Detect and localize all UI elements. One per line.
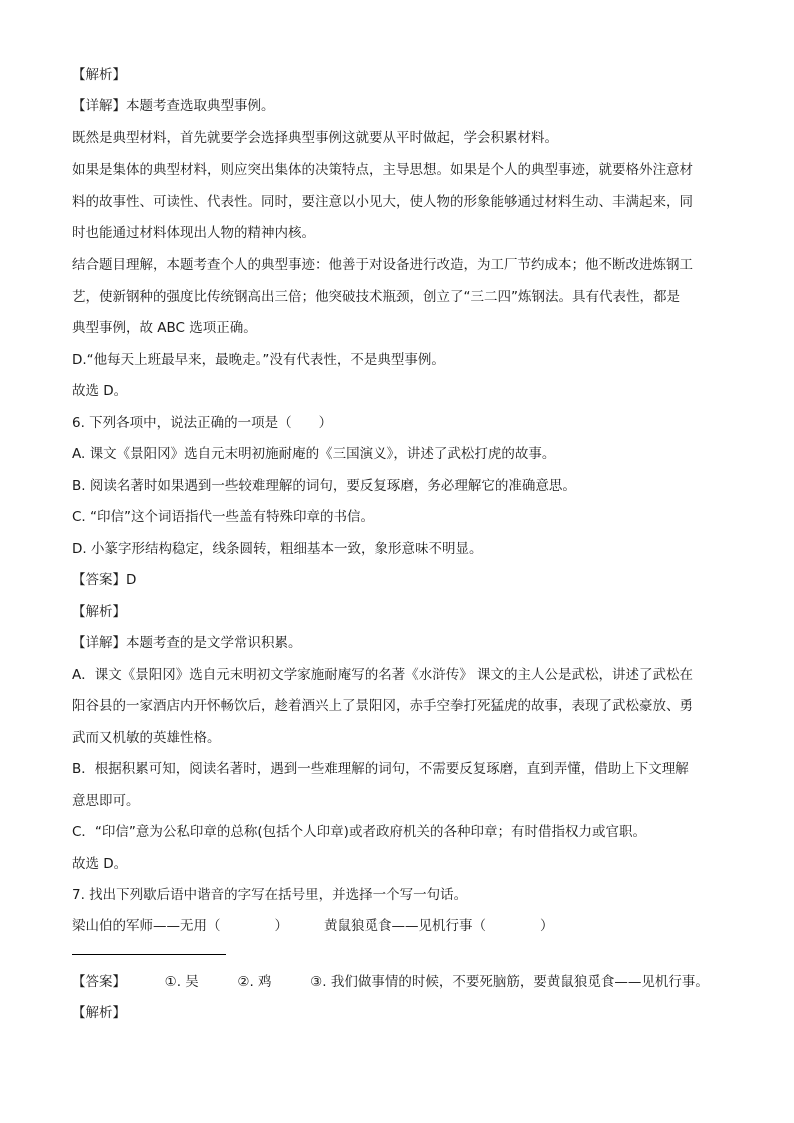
body-line: A．课文《景阳冈》选自元末明初文学家施耐庵写的名著《水浒传》 课文的主人公是武松，讲述了武松在	[72, 667, 694, 683]
analysis-heading: 【解析】	[72, 1005, 126, 1021]
idiom-1: 梁山伯的军师——无用（ ）	[72, 918, 288, 934]
body-line: 故选 D。	[72, 383, 128, 399]
section-divider	[72, 954, 226, 955]
body-line: 时也能通过材料体现出人物的精神内核。	[72, 225, 315, 241]
option-b: B. 阅读名著时如果遇到一些较难理解的词句，要反复琢磨，务必理解它的准确意思。	[72, 478, 576, 494]
answer-2: ②. 鸡	[237, 974, 272, 990]
analysis-heading: 【解析】	[72, 67, 126, 83]
detail-line: 【详解】本题考查的是文学常识积累。	[72, 635, 302, 651]
detail-line: 【详解】本题考查选取典型事例。	[72, 98, 275, 114]
body-line: 阳谷县的一家酒店内开怀畅饮后，趁着酒兴上了景阳冈，赤手空拳打死猛虎的故事，表现了武松豪放、勇	[72, 698, 693, 714]
answer-line: 【答案】D	[72, 572, 137, 588]
analysis-heading: 【解析】	[72, 604, 126, 620]
option-d: D. 小篆字形结构稳定，线条圆转，粗细基本一致，象形意味不明显。	[72, 541, 483, 557]
body-line: 武而又机敏的英雄性格。	[72, 730, 221, 746]
idiom-2: 黄鼠狼觅食——见机行事（ ）	[324, 918, 554, 934]
body-line: 既然是典型材料，首先就要学会选择典型事例这就要从平时做起，学会积累材料。	[72, 130, 558, 146]
body-line: B．根据积累可知，阅读名著时，遇到一些难理解的词句，不需要反复琢磨，直到弄懂，借助上下文理解	[72, 761, 689, 777]
option-a: A. 课文《景阳冈》选自元末明初施耐庵的《三国演义》，讲述了武松打虎的故事。	[72, 446, 556, 462]
body-line: D.“他每天上班最早来，最晚走。”没有代表性，不是典型事例。	[72, 352, 445, 368]
body-line: 典型事例，故 ABC 选项正确。	[72, 320, 257, 336]
body-line: C．“印信”意为公私印章的总称(包括个人印章)或者政府机关的各种印章；有时借指权力或官职。	[72, 824, 646, 840]
answer-3: ③. 我们做事情的时候，不要死脑筋，要黄鼠狼觅食——见机行事。	[310, 974, 709, 990]
body-line: 结合题目理解，本题考查个人的典型事迹：他善于对设备进行改造，为工厂节约成本；他不断改进炼钢工	[72, 257, 693, 273]
body-line: 如果是集体的典型材料，则应突出集体的决策特点，主导思想。如果是个人的典型事迹，就要格外注意材	[72, 162, 693, 178]
option-c: C. “印信”这个词语指代一些盖有特殊印章的书信。	[72, 509, 374, 525]
answer-1: ①. 吴	[164, 974, 199, 990]
question-7-stem: 7. 找出下列歇后语中谐音的字写在括号里，并选择一个写一句话。	[72, 887, 468, 903]
body-line: 料的故事性、可读性、代表性。同时，要注意以小见大，使人物的形象能够通过材料生动、丰满起来，同	[72, 194, 693, 210]
body-line: 故选 D。	[72, 856, 128, 872]
answer-line-7	[72, 973, 709, 991]
answer-tag: 【答案】	[72, 974, 126, 990]
body-line: 意思即可。	[72, 793, 140, 809]
question-6-stem: 6. 下列各项中，说法正确的一项是（ ）	[72, 415, 333, 431]
body-line: 艺，使新钢种的强度比传统钢高出三倍；他突破技术瓶颈，创立了“三二四”炼钢法。具有代表性，都是	[72, 289, 680, 305]
